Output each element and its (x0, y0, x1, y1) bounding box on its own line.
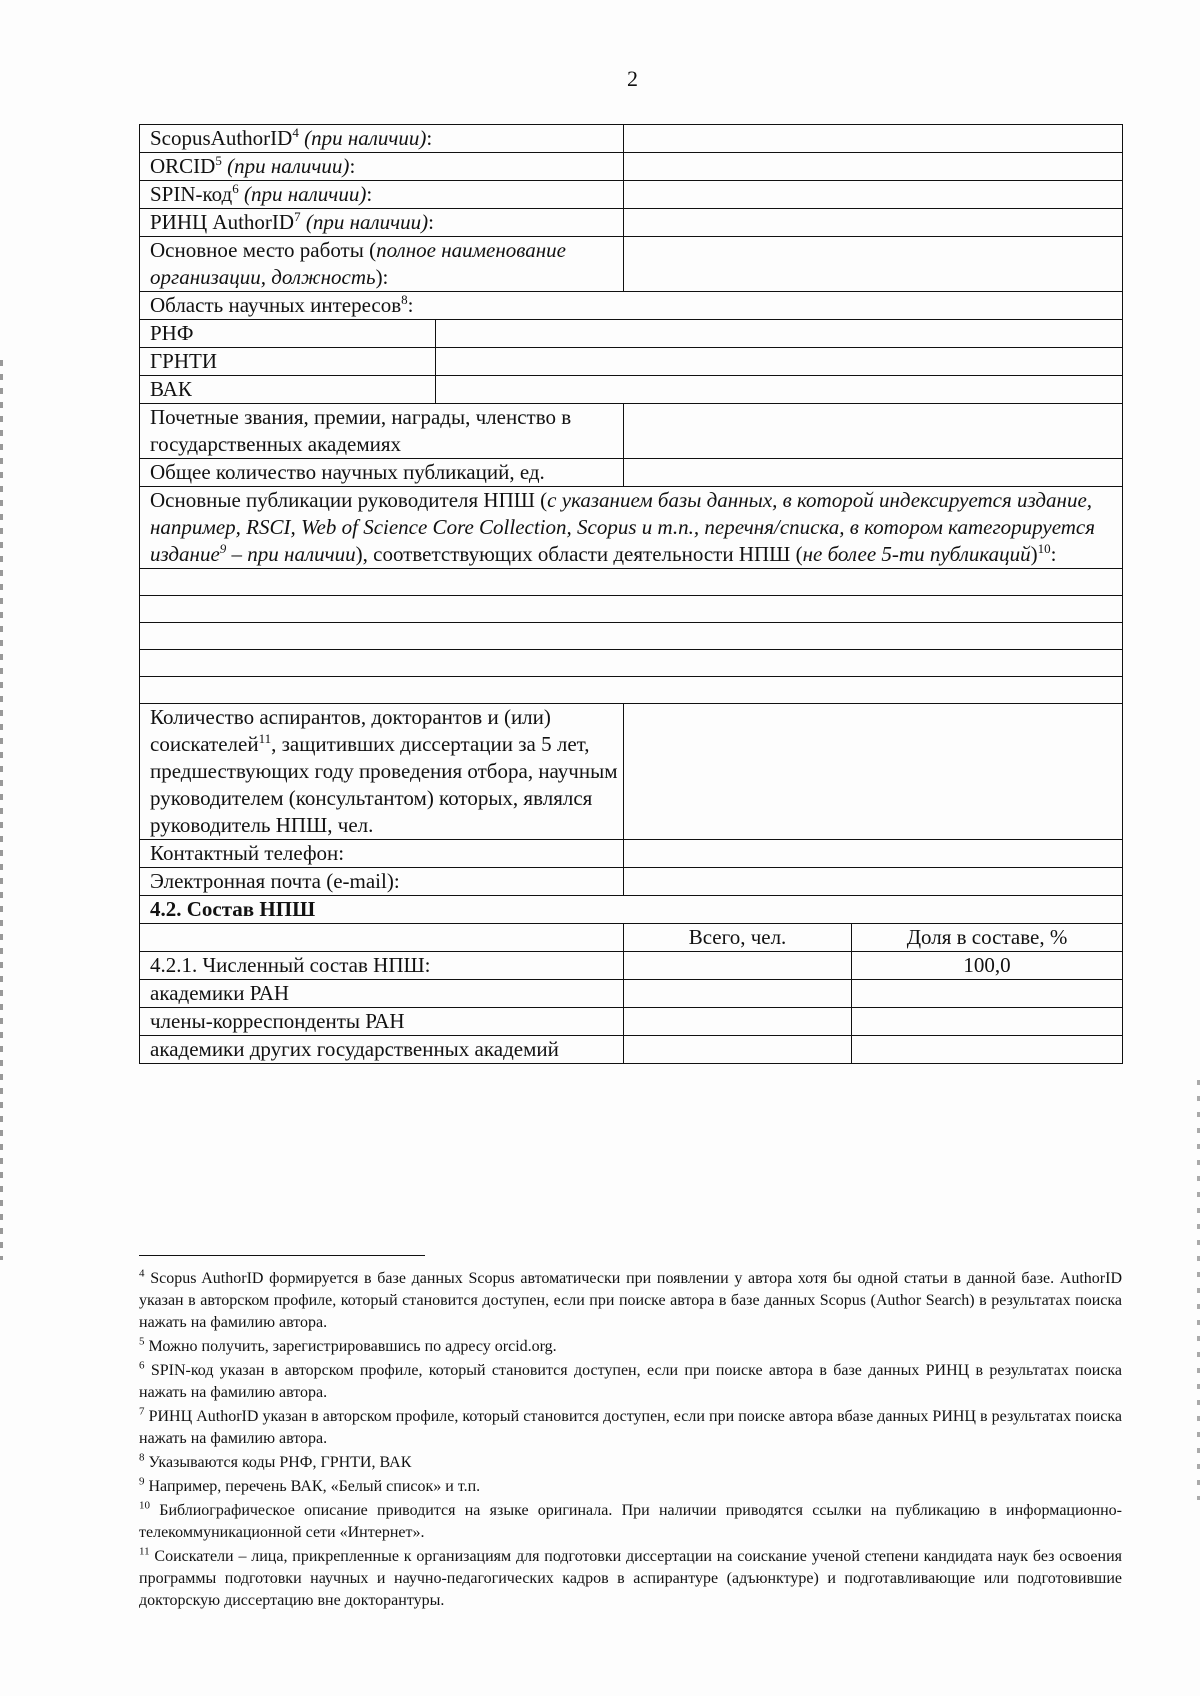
share-field[interactable] (852, 1008, 1123, 1036)
page-number: 2 (627, 66, 638, 91)
table-row (140, 704, 1123, 840)
footnote-number: 8 (139, 1451, 145, 1464)
table-row (140, 677, 1123, 704)
footnote-ref: 7 (294, 209, 301, 224)
table-row (140, 650, 1123, 677)
share-field[interactable] (852, 1036, 1123, 1064)
footnote (139, 1336, 1122, 1358)
text-part: ) (1030, 542, 1038, 566)
table-row (140, 980, 1123, 1008)
pub-count-field[interactable] (624, 459, 1123, 487)
row-label: Область научных интересов (150, 293, 402, 317)
table-row (140, 868, 1123, 896)
footnote-number: 4 (139, 1267, 145, 1280)
row-tail: : (426, 126, 433, 150)
footnote (139, 1476, 1122, 1498)
text-note: не более 5-ти публикаций (802, 542, 1031, 566)
text-part: , защитивших диссертации за 5 лет, предшествующих году проведения отбора, научным руководителем (консультантом) которых, являлся руководитель НПШ, чел. (150, 732, 618, 837)
composition-label: члены-корреспонденты РАН (140, 1008, 624, 1036)
text-part: ), соответствующих области деятельности НПШ ( (355, 542, 803, 566)
footnote (139, 1268, 1122, 1334)
footnote (139, 1452, 1122, 1474)
spin-label-cell (140, 181, 624, 209)
text-note: – при наличии (226, 542, 356, 566)
science-area-heading (140, 292, 1123, 320)
row-label: Основное место работы ( (150, 238, 377, 262)
footnote-ref: 5 (215, 153, 222, 168)
table-row (140, 348, 1123, 376)
table-row (140, 320, 1123, 348)
footnote-number: 11 (139, 1545, 150, 1558)
orcid-value-field[interactable] (624, 153, 1123, 181)
row-note: (при наличии) (227, 154, 350, 178)
table-row (140, 376, 1123, 404)
footnote-text: Например, перечень ВАК, «Белый список» и т.п. (148, 1478, 481, 1495)
classifier-label: РНФ (140, 320, 436, 348)
share-field[interactable] (852, 980, 1123, 1008)
table-row (140, 209, 1123, 237)
footnote-number: 5 (139, 1335, 145, 1348)
scan-edge-marks (0, 360, 3, 1260)
table-row (140, 487, 1123, 569)
publication-field-5[interactable] (140, 677, 1123, 704)
header-share: Доля в составе, % (852, 924, 1123, 952)
table-row (140, 924, 1123, 952)
publication-field-4[interactable] (140, 650, 1123, 677)
text-note: с указанием базы данных, в которой индексируется издание, например, RSCI, Web of Science Core Collection, Scopus и т.п., перечня/списка, в котором категорируется издание (150, 488, 1095, 566)
publication-field-3[interactable] (140, 623, 1123, 650)
footnote-ref: 11 (258, 731, 272, 746)
table-row (140, 1036, 1123, 1064)
table-row (140, 569, 1123, 596)
text-part: : (1050, 542, 1057, 566)
footnote-number: 6 (139, 1359, 145, 1372)
email-label: Электронная почта (e-mail): (140, 868, 624, 896)
students-label (140, 704, 624, 840)
classifier-label: ВАК (140, 376, 436, 404)
header-blank-cell (140, 924, 624, 952)
students-value-field[interactable] (624, 704, 1123, 840)
rnf-code-field[interactable] (436, 320, 1123, 348)
total-field[interactable] (624, 980, 852, 1008)
publication-field-1[interactable] (140, 569, 1123, 596)
footnote-ref: 6 (232, 181, 239, 196)
footnote-ref: 10 (1037, 541, 1051, 556)
table-row (140, 896, 1123, 924)
footnote-separator (139, 1255, 425, 1256)
table-row (140, 153, 1123, 181)
orcid-label-cell (140, 153, 624, 181)
footnote (139, 1360, 1122, 1404)
table-row (140, 181, 1123, 209)
table-row (140, 952, 1123, 980)
footnote-number: 10 (139, 1499, 150, 1512)
honors-value-field[interactable] (624, 404, 1123, 459)
footnote-text: РИНЦ AuthorID указан в авторском профиле, который становится доступен, если при поиске автора вбазе данных РИНЦ в результатах поиска нажать на фамилию автора. (139, 1408, 1123, 1447)
publication-field-2[interactable] (140, 596, 1123, 623)
author-info-table (139, 124, 1123, 1064)
composition-label: академики РАН (140, 980, 624, 1008)
row-label: ORCID (150, 154, 216, 178)
row-label: SPIN-код (150, 182, 233, 206)
phone-label: Контактный телефон: (140, 840, 624, 868)
row-label: РИНЦ AuthorID (150, 210, 295, 234)
table-row (140, 596, 1123, 623)
footnote-text: Scopus AuthorID формируется в базе данных Scopus автоматически при появлении у автора хотя бы одной статьи в данной базе. AuthorID указан в авторском профиле, который становится доступен, если при поиске автора в базе данных Scopus (Author Search) в результатах поиска нажать на фамилию автора. (139, 1270, 1122, 1331)
workplace-value-field[interactable] (624, 237, 1123, 292)
table-row (140, 292, 1123, 320)
total-field[interactable] (624, 1036, 852, 1064)
rinc-label-cell (140, 209, 624, 237)
table-row (140, 840, 1123, 868)
row-tail: : (407, 293, 414, 317)
footnote (139, 1406, 1122, 1450)
scopus-value-field[interactable] (624, 125, 1123, 153)
header-total: Всего, чел. (624, 924, 852, 952)
footnotes (139, 1268, 1122, 1614)
footnote-text: Соискатели – лица, прикрепленные к организациям для подготовки диссертации на соискание ученой степени кандидата наук без освоения программы подготовки научных и научно-педагогических кадров в аспирантуре (адъюнктуре) и подготавливающие или подготовившие докторскую диссертацию вне докторантуры. (139, 1548, 1123, 1609)
table-row (140, 1008, 1123, 1036)
footnote-text: SPIN-код указан в авторском профиле, который становится доступен, если при поиске автора в базе данных РИНЦ в результатах поиска нажать на фамилию автора. (139, 1362, 1123, 1401)
email-value-field[interactable] (624, 868, 1123, 896)
share-value: 100,0 (852, 952, 1123, 980)
footnote-text: Указываются коды РНФ, ГРНТИ, ВАК (148, 1454, 412, 1471)
phone-value-field[interactable] (624, 840, 1123, 868)
row-note: полное наименование организации, должность (150, 238, 566, 289)
total-field[interactable] (624, 1008, 852, 1036)
footnote-ref: 4 (292, 125, 299, 140)
row-note: (при наличии) (304, 126, 427, 150)
table-row (140, 404, 1123, 459)
workplace-label-cell (140, 237, 624, 292)
text-part: Основные публикации руководителя НПШ ( (150, 488, 548, 512)
row-note: (при наличии) (243, 182, 367, 206)
classifier-label: ГРНТИ (140, 348, 436, 376)
form-sheet (139, 124, 1122, 1064)
total-field[interactable] (624, 952, 852, 980)
section-title: 4.2. Состав НПШ (140, 896, 1123, 924)
row-tail: ): (375, 265, 389, 289)
table-row (140, 623, 1123, 650)
row-tail: : (428, 210, 435, 234)
vak-code-field[interactable] (436, 376, 1123, 404)
composition-label: 4.2.1. Численный состав НПШ: (140, 952, 624, 980)
table-row (140, 237, 1123, 292)
grnti-code-field[interactable] (436, 348, 1123, 376)
pub-count-label: Общее количество научных публикаций, ед. (140, 459, 624, 487)
rinc-value-field[interactable] (624, 209, 1123, 237)
footnote-ref: 8 (401, 292, 408, 307)
table-row (140, 459, 1123, 487)
footnote-ref: 9 (219, 541, 227, 556)
row-tail: : (366, 182, 373, 206)
footnote-text: Можно получить, зарегистрировавшись по адресу orcid.org. (148, 1338, 557, 1355)
honors-label: Почетные звания, премии, награды, членство в государственных академиях (140, 404, 624, 459)
footnote (139, 1500, 1122, 1544)
footnote-text: Библиографическое описание приводится на языке оригинала. При наличии приводятся ссылки на публикацию в информационно-телекоммуникационной сети «Интернет». (139, 1502, 1122, 1541)
row-tail: : (349, 154, 356, 178)
scopus-label-cell (140, 125, 624, 153)
table-row (140, 125, 1123, 153)
footnote-number: 7 (139, 1405, 145, 1418)
composition-label: академики других государственных академий (140, 1036, 624, 1064)
spin-value-field[interactable] (624, 181, 1123, 209)
footnote (139, 1546, 1122, 1612)
footnote-number: 9 (139, 1475, 145, 1488)
row-label: ScopusAuthorID (150, 126, 293, 150)
row-note: (при наличии) (305, 210, 429, 234)
text-part: Количество аспирантов, докторантов и (или) соискателей (150, 705, 551, 756)
main-pubs-heading (140, 487, 1123, 569)
